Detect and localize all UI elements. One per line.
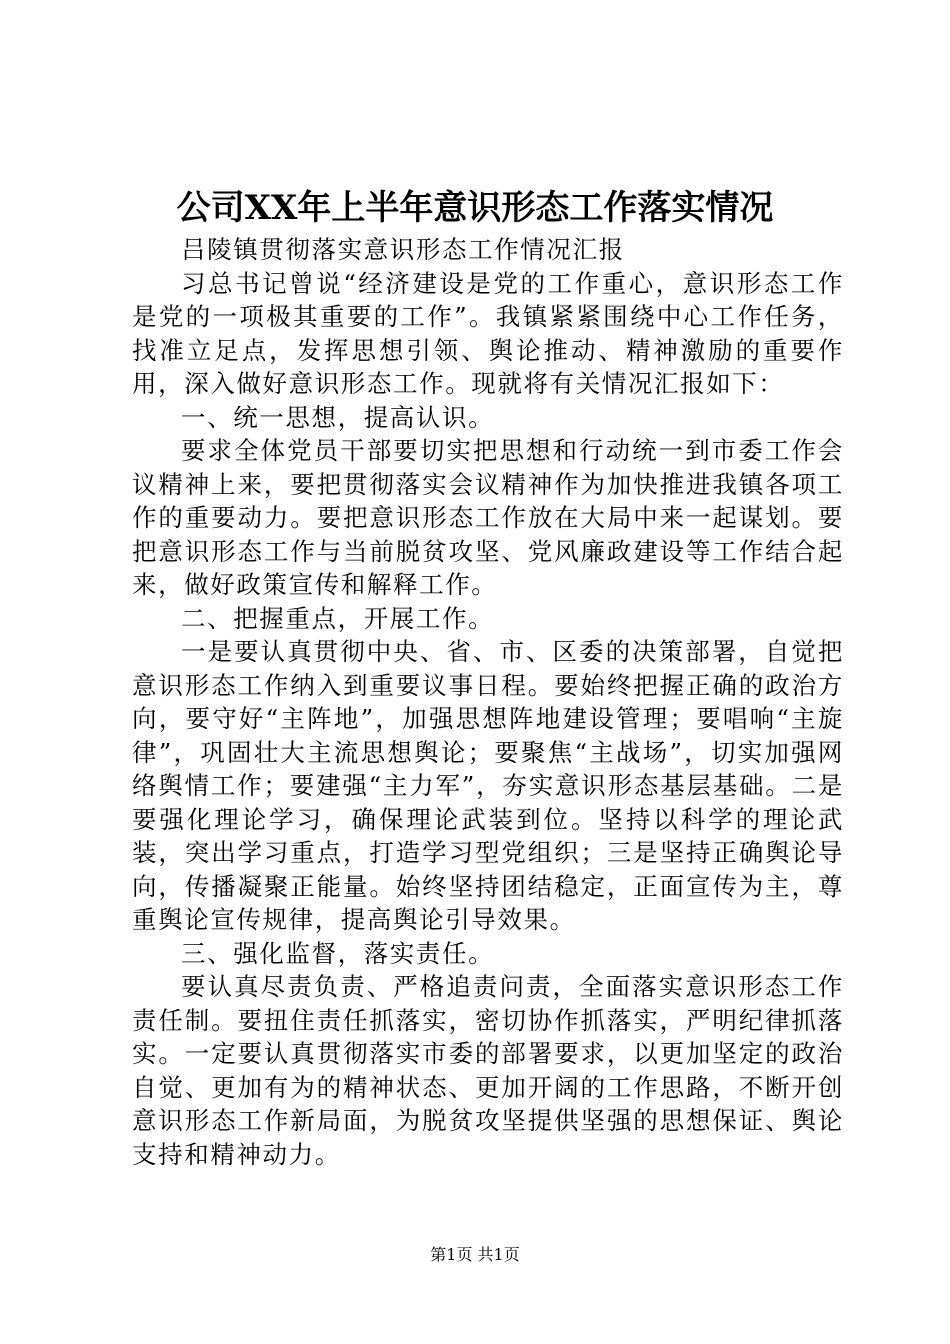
paragraph-section-2: 一是要认真贯彻中央、省、市、区委的决策部署，自觉把意识形态工作纳入到重要议事日程。要始终把握正确的政治方向，要守好“主阵地”，加强思想阵地建设管理；要唱响“主旋律”，巩固壮大主流思想舆论；要聚焦“主战场”，切实加强网络舆情工作；要建强“主力军”，夯实意识形态基层基础。二是要强化理论学习，确保理论武装到位。坚持以科学的理论武装，突出学习重点，打造学习型党组织；三是坚持正确舆论导向，传播凝聚正能量。始终坚持团结稳定，正面宣传为主，尊重舆论宣传规律，提高舆论引导效果。	[132, 637, 844, 934]
section-heading-1: 一、统一思想，提高认识。	[181, 402, 495, 432]
page-number-footer: 第1页 共1页	[430, 1245, 520, 1264]
paragraph-subtitle: 吕陵镇贯彻落实意识形态工作情况汇报	[181, 235, 625, 264]
paragraph-section-1: 要求全体党员干部要切实把思想和行动统一到市委工作会议精神上来，要把贯彻落实会议精神作为加快推进我镇各项工作的重要动力。要把意识形态工作放在大局中来一起谋划。要把意识形态工作与当前脱贫攻坚、党风廉政建设等工作结合起来，做好政策宣传和解释工作。	[132, 436, 844, 599]
section-heading-3: 三、强化监督，落实责任。	[181, 938, 495, 968]
document-title: 公司XX年上半年意识形态工作落实情况	[176, 188, 774, 228]
paragraph-intro: 习总书记曾说“经济建设是党的工作重心，意识形态工作是党的一项极其重要的工作”。我镇紧紧围绕中心工作任务，找准立足点，发挥思想引领、舆论推动、精神激励的重要作用，深入做好意识形态工作。现就将有关情况汇报如下：	[132, 268, 844, 398]
document-body	[132, 233, 844, 1171]
section-heading-2: 二、把握重点，开展工作。	[181, 603, 495, 633]
paragraph-section-3: 要认真尽责负责、严格追责问责，全面落实意识形态工作责任制。要扭住责任抓落实，密切协作抓落实，严明纪律抓落实。一定要认真贯彻落实市委的部署要求，以更加坚定的政治自觉、更加有为的精神状态、更加开阔的工作思路，不断开创意识形态工作新局面，为脱贫攻坚提供坚强的思想保证、舆论支持和精神动力。	[132, 972, 844, 1169]
